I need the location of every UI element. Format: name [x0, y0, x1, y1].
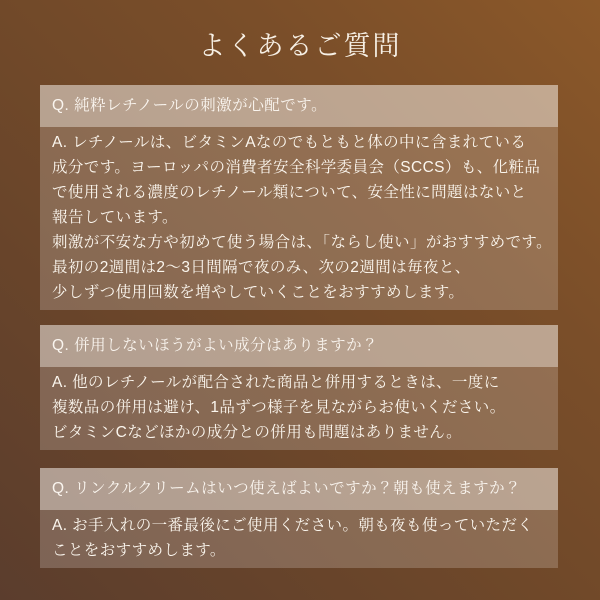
answer-line: 報告しています。: [52, 209, 178, 226]
faq-item: [40, 468, 558, 568]
answer-line: A. お手入れの一番最後にご使用ください。朝も夜も使っていただく: [52, 517, 534, 534]
page-title: よくあるご質問: [198, 31, 402, 61]
faq-question-text: Q. リンクルクリームはいつ使えばよいですか？朝も使えますか？: [52, 480, 522, 497]
answer-line: A. レチノールは、ビタミンAなのでもともと体の中に含まれている: [52, 134, 527, 151]
faq-question-bar: [40, 468, 558, 510]
answer-line: 成分です。ヨーロッパの消費者安全科学委員会（SCCS）も、化粧品: [52, 159, 541, 176]
answer-line: A. 他のレチノールが配合された商品と併用するときは、一度に: [52, 374, 500, 391]
faq-question-bar: [40, 85, 558, 127]
faq-list: [40, 85, 558, 568]
answer-line: ビタミンCなどほかの成分との併用も問題はありません。: [52, 424, 463, 441]
answer-line: 刺激が不安な方や初めて使う場合は、「ならし使い」がおすすめです。: [52, 234, 552, 251]
faq-answer: [40, 367, 558, 450]
faq-item: [40, 325, 558, 450]
faq-question-text: Q. 純粋レチノールの刺激が心配です。: [52, 97, 328, 114]
faq-answer: [40, 510, 558, 568]
answer-line: 最初の2週間は2〜3日間隔で夜のみ、次の2週間は毎夜と、: [52, 259, 471, 276]
answer-line: で使用される濃度のレチノール類について、安全性に問題はないと: [52, 184, 527, 201]
faq-question-bar: [40, 325, 558, 367]
faq-item: [40, 85, 558, 310]
answer-line: ことをおすすめします。: [52, 542, 226, 559]
faq-question-text: Q. 併用しないほうがよい成分はありますか？: [52, 337, 379, 354]
answer-line: 複数品の併用は避け、1品ずつ様子を見ながらお使いください。: [52, 399, 506, 416]
answer-line: 少しずつ使用回数を増やしていくことをおすすめします。: [52, 284, 465, 301]
faq-answer: [40, 127, 558, 310]
